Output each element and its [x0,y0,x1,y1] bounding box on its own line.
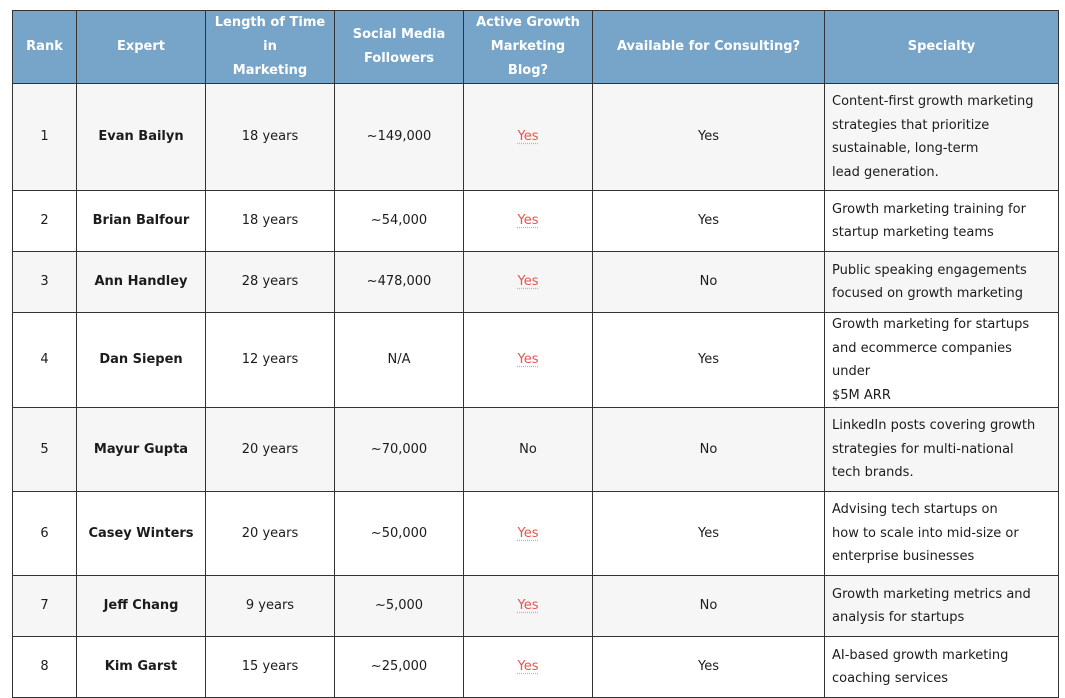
table-row [13,313,1059,408]
rank-cell: 8 [13,637,77,698]
followers-cell: ~478,000 [335,252,464,313]
header-length-line2: Marketing [232,63,308,78]
followers-cell: ~5,000 [335,576,464,637]
rank-cell: 5 [13,408,77,492]
blog-link[interactable]: Yes [517,598,539,614]
specialty-line: AI-based growth marketing [832,647,1009,663]
consulting-cell: Yes [593,492,825,576]
header-blog [464,11,593,84]
followers-cell: ~70,000 [335,408,464,492]
table-row [13,637,1059,698]
table-row [13,492,1059,576]
specialty-line: Growth marketing training for [832,201,1026,217]
header-blog-line2: Marketing Blog? [490,39,566,78]
blog-cell [464,313,593,408]
blog-link[interactable]: Yes [517,525,539,541]
specialty-cell [825,84,1059,191]
followers-cell: N/A [335,313,464,408]
header-followers-line1: Social Media [352,27,446,42]
expert-name-cell: Casey Winters [77,492,206,576]
specialty-cell [825,492,1059,576]
specialty-line: coaching services [832,671,949,686]
rank-cell: 2 [13,191,77,252]
specialty-line: sustainable, long-term [832,141,979,156]
expert-name-cell: Kim Garst [77,637,206,698]
header-length-line1: Length of Time in [214,15,326,54]
specialty-line: LinkedIn posts covering growth [832,418,1036,434]
blog-cell [464,252,593,313]
expert-name-cell: Evan Bailyn [77,84,206,191]
followers-cell: ~50,000 [335,492,464,576]
specialty-cell [825,252,1059,313]
table-row [13,576,1059,637]
consulting-cell: Yes [593,191,825,252]
length-cell: 15 years [206,637,335,698]
followers-cell: ~54,000 [335,191,464,252]
specialty-line: Growth marketing for startups [832,317,1030,332]
header-followers-line2: Followers [363,51,435,66]
blog-link[interactable]: Yes [517,352,539,368]
expert-name-cell: Jeff Chang [77,576,206,637]
specialty-line: Content-first growth marketing [832,94,1034,109]
specialty-line: analysis for startups [832,610,965,625]
length-cell: 12 years [206,313,335,408]
consulting-cell: No [593,576,825,637]
blog-link[interactable]: Yes [517,274,539,290]
rank-cell: 4 [13,313,77,408]
blog-cell [464,191,593,252]
header-blog-line1: Active Growth [476,15,580,30]
specialty-cell [825,637,1059,698]
length-cell: 28 years [206,252,335,313]
consulting-cell: Yes [593,313,825,408]
length-cell: 18 years [206,84,335,191]
table-row [13,84,1059,191]
specialty-cell [825,408,1059,492]
table-row [13,252,1059,313]
rank-cell: 1 [13,84,77,191]
followers-cell: ~25,000 [335,637,464,698]
blog-cell [464,492,593,576]
specialty-line: startup marketing teams [832,225,994,240]
rank-cell: 3 [13,252,77,313]
table-row [13,408,1059,492]
specialty-line: $5M ARR [832,387,891,403]
specialty-line: how to scale into mid-size or [832,525,1019,541]
length-cell: 18 years [206,191,335,252]
specialty-line: enterprise businesses [832,549,975,565]
specialty-line: focused on growth marketing [832,286,1024,301]
consulting-cell: Yes [593,84,825,191]
specialty-cell [825,576,1059,637]
specialty-line: Public speaking engagements [832,262,1027,278]
expert-name-cell: Dan Siepen [77,313,206,408]
consulting-cell: No [593,252,825,313]
specialty-line: tech brands. [832,465,914,481]
expert-name-cell: Brian Balfour [77,191,206,252]
specialty-line: strategies that prioritize [832,117,990,133]
table-header-row [13,11,1059,84]
length-cell: 9 years [206,576,335,637]
blog-link[interactable]: Yes [517,659,539,675]
blog-link[interactable]: Yes [517,129,539,145]
rank-cell: 6 [13,492,77,576]
length-cell: 20 years [206,408,335,492]
specialty-line: and ecommerce companies under [832,340,1012,379]
consulting-cell: Yes [593,637,825,698]
expert-name-cell: Mayur Gupta [77,408,206,492]
specialty-line: lead generation. [832,164,939,180]
header-rank: Rank [13,11,77,84]
blog-link[interactable]: Yes [517,213,539,229]
blog-cell [464,84,593,191]
header-followers [335,11,464,84]
specialty-line: Advising tech startups on [832,502,998,518]
blog-cell [464,637,593,698]
specialty-line: Growth marketing metrics and [832,586,1031,602]
specialty-line: strategies for multi-national [832,441,1014,457]
blog-cell [464,576,593,637]
table-row [13,191,1059,252]
consulting-cell: No [593,408,825,492]
expert-name-cell: Ann Handley [77,252,206,313]
header-expert: Expert [77,11,206,84]
specialty-cell [825,313,1059,408]
header-length [206,11,335,84]
experts-table [12,10,1059,698]
header-specialty: Specialty [825,11,1059,84]
specialty-cell [825,191,1059,252]
table-body [13,84,1059,698]
blog-cell: No [464,408,593,492]
length-cell: 20 years [206,492,335,576]
followers-cell: ~149,000 [335,84,464,191]
rank-cell: 7 [13,576,77,637]
header-consulting: Available for Consulting? [593,11,825,84]
